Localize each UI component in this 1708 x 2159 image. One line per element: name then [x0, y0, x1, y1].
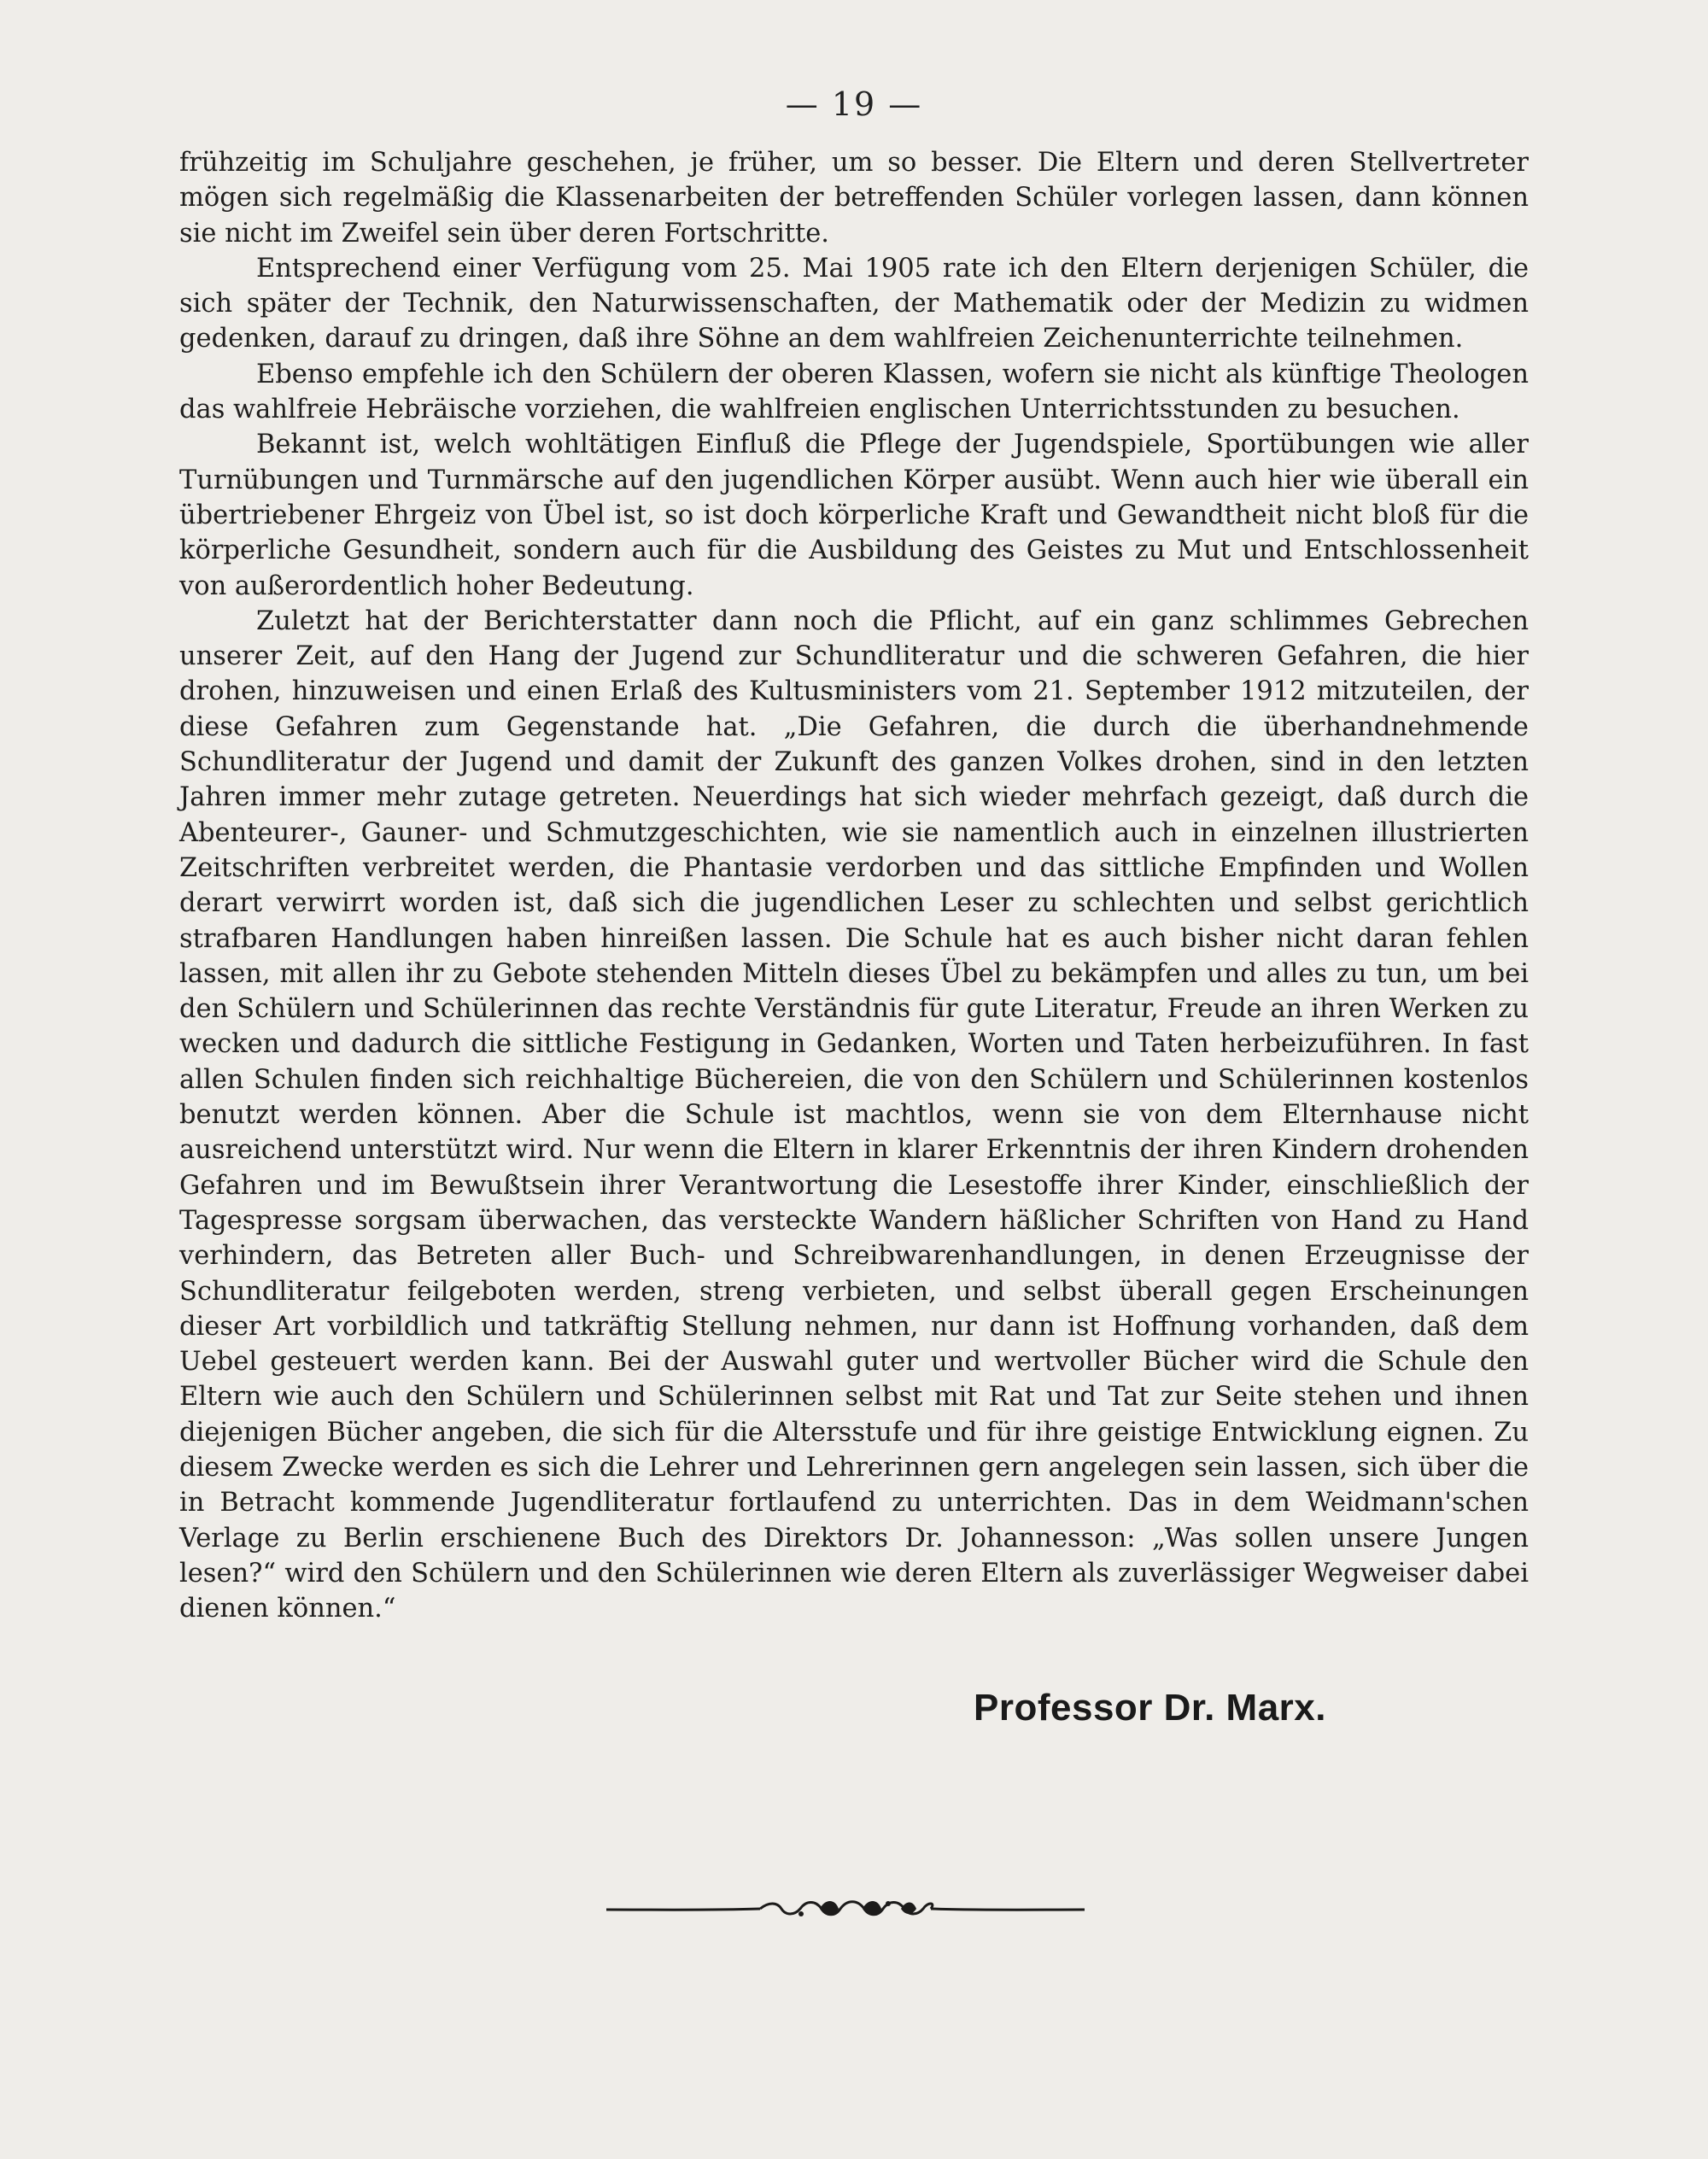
paragraph: Ebenso empfehle ich den Schülern der oberen Klassen, wofern sie nicht als künftige Theologen das wahlfreie Hebräische vorziehen, die wahlfreien englischen Unterrichtsstunden zu besuchen.	[179, 359, 1529, 425]
paragraph: frühzeitig im Schuljahre geschehen, je früher, um so besser. Die Eltern und deren Stellvertreter mögen sich regelmäßig die Klassenarbeiten der betreffenden Schüler vorlegen lassen, dann können sie nicht im Zweifel sein über deren Fortschritte.	[179, 148, 1529, 249]
decorative-rule-icon	[606, 1883, 1085, 1934]
body-text	[179, 145, 1529, 1626]
paragraph: Zuletzt hat der Berichterstatter dann noch die Pflicht, auf ein ganz schlimmes Gebrechen unserer Zeit, auf den Hang der Jugend zur Schundliteratur und die schweren Gefahren, die hier drohen, hinzuweisen und einen Erlaß des Kultusministers vom 21. September 1912 mitzuteilen, der diese Gefahren zum Gegenstande hat. „Die Gefahren, die durch die überhandnehmende Schundliteratur der Jugend und damit der Zukunft des ganzen Volkes drohen, sind in den letzten Jahren immer mehr zutage getreten. Neuerdings hat sich wieder mehrfach gezeigt, daß durch die Abenteurer-, Gauner- und Schmutzgeschichten, wie sie namentlich auch in einzelnen illustrierten Zeitschriften verbreitet werden, die Phantasie verdorben und das sittliche Empfinden und Wollen derart verwirrt worden ist, daß sich die jugendlichen Leser zu schlechten und selbst gerichtlich strafbaren Handlungen haben hinreißen lassen. Die Schule hat es auch bisher nicht daran fehlen lassen, mit allen ihr zu Gebote stehenden Mitteln dieses Übel zu bekämpfen und alles zu tun, um bei den Schülern und Schülerinnen das rechte Verständnis für gute Literatur, Freude an ihren Werken zu wecken und dadurch die sittliche Festigung in Gedanken, Worten und Taten herbeizuführen. In fast allen Schulen finden sich reichhaltige Büchereien, die von den Schülern und Schülerinnen kostenlos benutzt werden können. Aber die Schule ist machtlos, wenn sie von dem Elternhause nicht ausreichend unterstützt wird. Nur wenn die Eltern in klarer Erkenntnis der ihren Kindern drohenden Gefahren und im Bewußtsein ihrer Verantwortung die Lesestoffe ihrer Kinder, einschließlich der Tagespresse sorgsam überwachen, das versteckte Wandern häßlicher Schriften von Hand zu Hand verhindern, das Betreten aller Buch- und Schreibwarenhandlungen, in denen Erzeugnisse der Schundliteratur feilgeboten werden, streng verbieten, und selbst überall gegen Erscheinungen dieser Art vorbildlich und tatkräftig Stellung nehmen, nur dann ist Hoffnung vorhanden, daß dem Uebel gesteuert werden kann. Bei der Auswahl guter und wertvoller Bücher wird die Schule den Eltern wie auch den Schülern und Schülerinnen selbst mit Rat und Tat zur Seite stehen und ihnen diejenigen Bücher angeben, die sich für die Altersstufe und für ihre geistige Entwicklung eignen. Zu diesem Zwecke werden es sich die Lehrer und Lehrerinnen gern angelegen sein lassen, sich über die in Betracht kommende Jugendliteratur fortlaufend zu unterrichten. Das in dem Weidmann'schen Verlage zu Berlin erschienene Buch des Direktors Dr. Johannesson: „Was sollen unsere Jungen lesen?“ wird den Schülern und den Schülerinnen wie deren Eltern als zuverlässiger Wegweiser dabei dienen können.“	[179, 606, 1529, 1624]
paragraph: Entsprechend einer Verfügung vom 25. Mai 1905 rate ich den Eltern derjenigen Schüler, die sich später der Technik, den Naturwissenschaften, der Mathematik oder der Medizin zu widmen gedenken, darauf zu dringen, daß ihre Söhne an dem wahlfreien Zeichenunterrichte teilnehmen.	[179, 253, 1529, 354]
paragraph: Bekannt ist, welch wohltätigen Einfluß die Pflege der Jugendspiele, Sportübungen wie aller Turnübungen und Turnmärsche auf den jugendlichen Körper ausübt. Wenn auch hier wie überall ein übertriebener Ehrgeiz von Übel ist, so ist doch körperliche Kraft und Gewandtheit nicht bloß für die körperliche Gesundheit, sondern auch für die Ausbildung des Geistes zu Mut und Entschlossenheit von außerordentlich hoher Bedeutung.	[179, 430, 1529, 601]
page-number: — 19 —	[785, 85, 923, 123]
signature: Professor Dr. Marx.	[974, 1687, 1326, 1729]
